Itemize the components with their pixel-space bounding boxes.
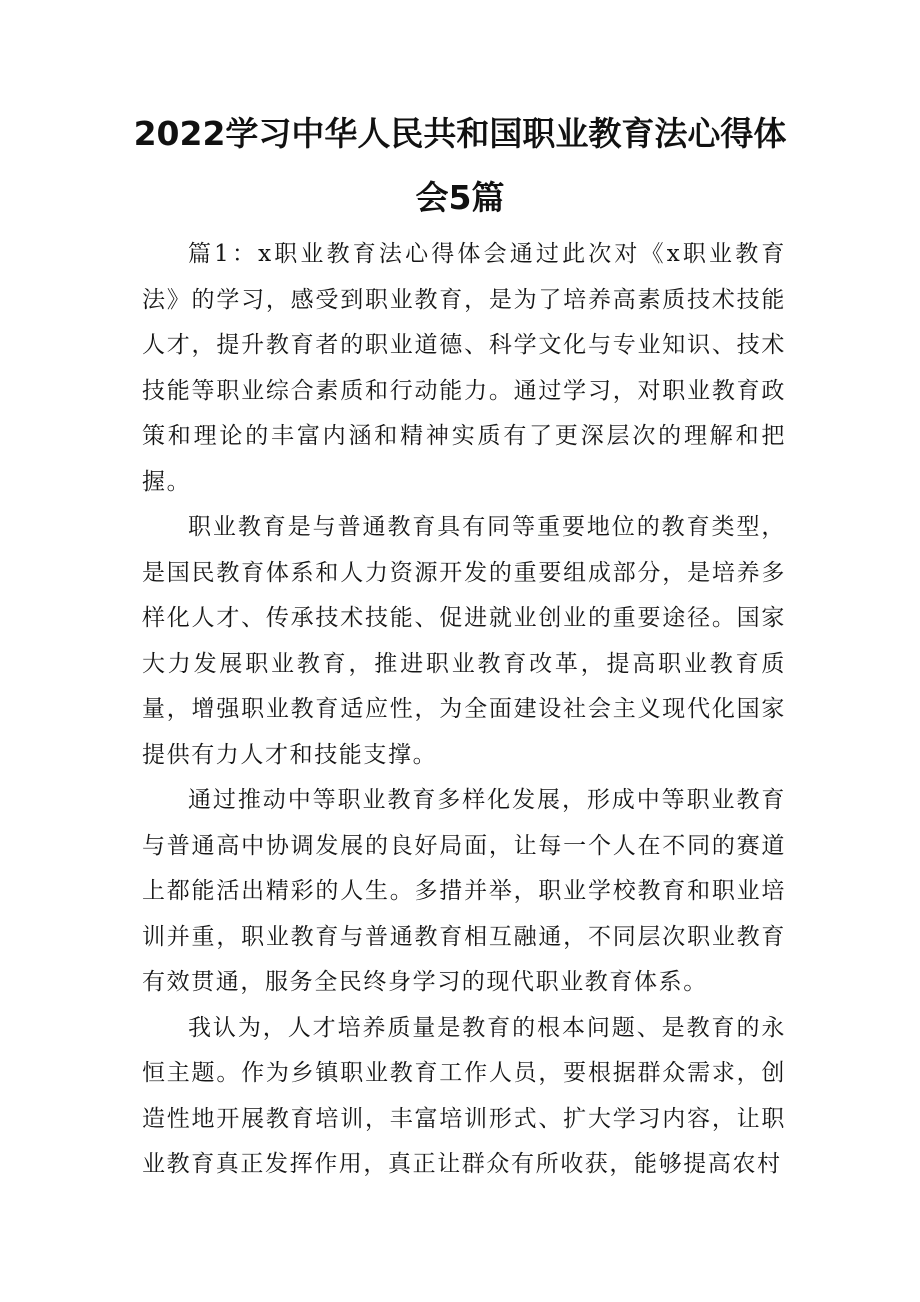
- document-body: [142, 232, 786, 1188]
- paragraph: 职业教育是与普通教育具有同等重要地位的教育类型，是国民教育体系和人力资源开发的重要组成部分，是培养多样化人才、传承技术技能、促进就业创业的重要途径。国家大力发展职业教育，推进职业教育改革，提高职业教育质量，增强职业教育适应性，为全面建设社会主义现代化国家提供有力人才和技能支撑。: [142, 514, 786, 768]
- paragraph: 篇1：x职业教育法心得体会通过此次对《x职业教育法》的学习，感受到职业教育，是为了培养高素质技术技能人才，提升教育者的职业道德、科学文化与专业知识、技术技能等职业综合素质和行动能力。通过学习，对职业教育政策和理论的丰富内涵和精神实质有了更深层次的理解和把握。: [142, 241, 786, 495]
- paragraph: 通过推动中等职业教育多样化发展，形成中等职业教育与普通高中协调发展的良好局面，让每一个人在不同的赛道上都能活出精彩的人生。多措并举，职业学校教育和职业培训并重，职业教育与普通教育相互融通，不同层次职业教育有效贯通，服务全民终身学习的现代职业教育体系。: [142, 787, 786, 995]
- document-title: 2022学习中华人民共和国职业教育法心得体会5篇: [133, 114, 787, 217]
- paragraph: 我认为，人才培养质量是教育的根本问题、是教育的永恒主题。作为乡镇职业教育工作人员，要根据群众需求，创造性地开展教育培训，丰富培训形式、扩大学习内容，让职业教育真正发挥作用，真正让群众有所收获，能够提高农村: [142, 1014, 786, 1177]
